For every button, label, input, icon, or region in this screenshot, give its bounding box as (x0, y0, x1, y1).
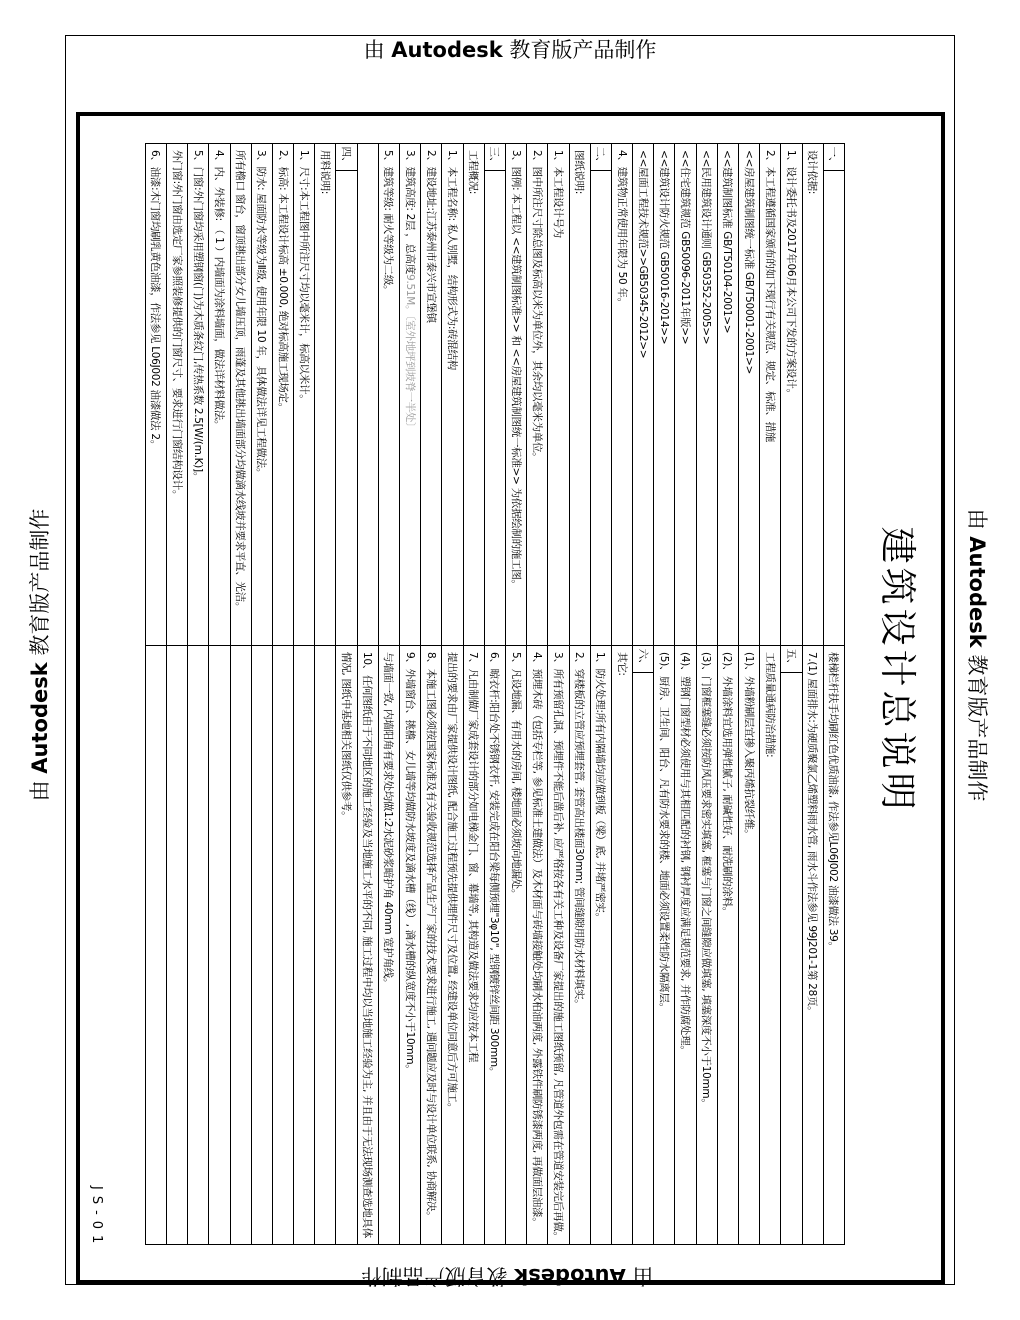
note-half-right (633, 646, 653, 1244)
note-half-right (252, 646, 272, 1244)
section-number-cell: 五、 (781, 646, 801, 673)
note-row (823, 144, 844, 1244)
note-row (357, 144, 378, 1244)
watermark-suffix: 教育版产品制作 (502, 38, 657, 62)
note-half-right (273, 646, 293, 1244)
note-half-right (400, 646, 420, 1244)
note-line: 楼梯栏杆扶手均刷红色优质油漆, 作法参见L06J002 油漆做法 39。 (827, 652, 840, 952)
note-half-right (442, 646, 462, 1244)
note-row (146, 144, 166, 1244)
note-half-left (358, 144, 378, 646)
note-half-left (739, 144, 759, 646)
note-line: <<民用建筑设计通则 GB50352-2005>> (700, 150, 713, 345)
note-line: 1、设计委托书及2017年06月本公司下发的方案设计。 (785, 150, 798, 399)
note-half-left (527, 144, 547, 646)
note-line: 2、本工程遵循国家颁布的如下现行有关规范、规定、标准、措施 (763, 150, 776, 442)
note-half-left (231, 144, 251, 646)
note-row (802, 144, 823, 1244)
note-half-left (188, 144, 208, 646)
note-line: 3、防水: 屋面防水等级为Ⅱ级, 使用年限 10 年，具体做法详见工程做法。 (255, 150, 268, 479)
note-row (717, 144, 738, 1244)
note-row (230, 144, 251, 1244)
watermark-brand: Autodesk (514, 1264, 626, 1288)
watermark-right (963, 509, 993, 802)
note-line: 2、穿楼板的立管应预埋套管, 套管高出楼面30mm; 管间缝隙用防水材料填实。 (573, 652, 586, 1010)
note-line: 2、图中所注尺寸除总图及标高以米为单位外，其余均以毫米为单位。 (530, 150, 543, 463)
note-line: 工程概况: (467, 150, 480, 195)
note-half-right (294, 646, 314, 1244)
note-line: 4、内、外装修: （ 1 ）内墙面为涂料墙面，做法详材料做法。 (212, 150, 225, 431)
section-number-cell: 六、 (633, 646, 653, 673)
note-row (653, 144, 674, 1244)
note-line: 3、图例: 本工程以 <<建筑制图标准>> 和 <<房屋建筑制图统一标准>> 为依据绘制的施工图。 (509, 150, 522, 590)
note-half-right (824, 646, 844, 1244)
note-half-left (697, 144, 717, 646)
note-line: 5、凡设地漏、有用水的房间, 楼地面必须坡向地漏处。 (509, 652, 522, 900)
note-line: 5、建筑等级: 耐火等级为二级。 (382, 150, 395, 296)
watermark-prefix: 由 (965, 508, 989, 537)
note-line: (2)、外墙涂料宜选用弹性腻子, 耐碱性好、耐洗刷的涂料。 (721, 652, 734, 917)
note-half-right (485, 646, 505, 1244)
note-half-right (188, 646, 208, 1244)
note-line: 设计依据: (806, 150, 819, 195)
note-half-left (548, 144, 568, 646)
note-half-right (781, 646, 801, 1244)
note-half-right (464, 646, 484, 1244)
note-half-left (654, 144, 674, 646)
note-half-left (146, 144, 166, 646)
note-half-left (718, 144, 738, 646)
note-row (484, 144, 505, 1244)
note-half-left (612, 144, 632, 646)
section-number-cell: 四、 (337, 144, 357, 171)
watermark-brand: Autodesk (965, 536, 989, 648)
note-line-gray-part: 9.51M。〔室外地坪到坡脊一半处〕 (403, 274, 416, 433)
note-line: 3、建筑高度: 2层 ，总高度9.51M。〔室外地坪到坡脊一半处〕 (403, 150, 416, 433)
note-half-left (273, 144, 293, 646)
note-line: <<建筑设计防火规范 GB50016-2014>> (657, 150, 670, 345)
note-half-left (570, 144, 590, 646)
note-row (696, 144, 717, 1244)
drawing-title: 建筑设计总说明 (876, 526, 919, 814)
note-line: (3)、门窗框塞缝必须按防风压要求密实填塞, 框塞与门窗之间缝隙应做填塞, 填塞深度不小于10mm。 (700, 652, 713, 1109)
note-half-right (612, 646, 632, 1244)
note-line: 与墙面一致, 内墙阳角有要求处均做1:2水泥砂浆暗护角 40mm 宽护角线。 (382, 652, 395, 989)
note-half-left (400, 144, 420, 646)
note-line: 4、建筑物正常使用年限为 50 年。 (615, 150, 628, 308)
note-line: 图纸说明: (573, 150, 586, 195)
note-half-left (464, 144, 484, 646)
note-half-left (760, 144, 780, 646)
watermark-prefix: 由 (28, 773, 52, 802)
watermark-suffix: 教育版产品制作 (360, 1264, 515, 1288)
note-half-left (209, 144, 229, 646)
note-row (187, 144, 208, 1244)
note-half-right (654, 646, 674, 1244)
note-line: <<住宅建筑规范 GB50096-2011年版>> (679, 150, 692, 345)
note-row (759, 144, 780, 1244)
note-half-left (824, 144, 844, 646)
watermark-brand: Autodesk (391, 38, 503, 62)
note-line: 1、本工程设计号为 (551, 150, 564, 238)
note-row (526, 144, 547, 1244)
note-row (675, 144, 696, 1244)
note-half-right (146, 646, 166, 1244)
note-line: 所有檐口 窗台，窗顶挑出部分女儿墙压顶，雨蓬及其他挑出墙面部分均做滴水线坡并要求平直、光洁。 (234, 150, 247, 613)
watermark-prefix: 由 (363, 38, 392, 62)
note-half-right (697, 646, 717, 1244)
note-line: (4)、塑钢门窗型材必须使用与其相匹配的衬钢, 钢衬厚度应满足规范要求, 并作防腐处理。 (679, 652, 692, 1056)
note-row (314, 144, 335, 1244)
note-line: (1)、外墙粉刷层宜掺入聚丙烯抗裂纤维。 (742, 652, 755, 840)
note-row (293, 144, 314, 1244)
note-line: 10、任何图纸由于不同地区的施工经验及当地施工水平的不同, 施工过程中均以当地施工经验为主, 并且由于无法现场测查选地具体 (361, 652, 374, 1238)
note-half-right (803, 646, 823, 1244)
note-half-right (739, 646, 759, 1244)
note-row (780, 144, 801, 1244)
note-line: 2、建设地址:江苏泰州市泰兴市宣堡镇 (424, 150, 437, 323)
note-line: 6、油漆:木门窗均刷乳黄色油漆，作法参见 L06J002 油漆做法 2。 (149, 150, 162, 450)
note-half-left (252, 144, 272, 646)
note-line: 工程质量通病防治措施: (763, 652, 776, 758)
note-row (505, 144, 526, 1244)
note-half-right (337, 646, 357, 1244)
note-half-left (781, 144, 801, 646)
note-line: 4、预埋木砖（包括专栏等, 参见标准土建做法）及木材面与砖墙接触处均刷水柏油两度, 外露铁件刷防锈漆两度, 再做面层油漆。 (530, 652, 543, 1228)
watermark-suffix: 教育版产品制作 (28, 508, 52, 663)
note-half-right (209, 646, 229, 1244)
sheet-number: JS-01 (89, 1186, 104, 1250)
note-half-left (315, 144, 335, 646)
watermark-left (24, 509, 54, 802)
note-row (738, 144, 759, 1244)
section-number-cell: 一、 (824, 144, 844, 171)
note-half-left (676, 144, 696, 646)
note-line: 3、所有预留孔洞、预埋件不能后凿后补, 应严格按各有关工种及设备厂家提出的施工图纸预留, 凡管道外包需在管道安装完后再做。 (551, 652, 564, 1242)
note-row (441, 144, 462, 1244)
note-row (272, 144, 293, 1244)
note-line: 2、标高: 本工程设计标高 ±0.000, 绝对标高施工现场定。 (276, 150, 289, 413)
note-half-left (442, 144, 462, 646)
note-line: (5)、厨房、卫生间、阳台、凡有防水要求的楼、地面必须设置柔性防水隔离层。 (657, 652, 670, 1013)
note-line: 提出的要求由厂家提供设计图纸, 配合施工过程预先提供埋件尺寸及位置, 经建设单位同意后方可施工。 (446, 652, 459, 1113)
note-line: 7、凡由制做厂家成套设计的部分如电梯金门、窗、幕墙等, 其构造及做法要求均应按本工程 (467, 652, 480, 1063)
note-half-right (167, 646, 187, 1244)
note-row (208, 144, 229, 1244)
note-row (420, 144, 441, 1244)
note-half-left (485, 144, 505, 646)
note-half-right (379, 646, 399, 1244)
note-row (378, 144, 399, 1244)
note-row (463, 144, 484, 1244)
note-half-right (315, 646, 335, 1244)
note-line: <<屋面工程技术规范>>GB50345-2012>> (636, 150, 649, 359)
section-number-cell: 三、 (485, 144, 505, 171)
note-line: 外门窗:外门窗由选定厂家参照装修提供的门窗尺寸、要求进行门窗结构设计。 (170, 150, 183, 501)
note-half-right (527, 646, 547, 1244)
watermark-top (364, 34, 657, 64)
note-line: 9、外墙窗台、挑檐、女儿墙等均做防水坡度及滴水槽（线）, 滴水槽的纵宽度不小于10mm。 (403, 652, 416, 1075)
note-half-right (421, 646, 441, 1244)
note-row (611, 144, 632, 1244)
note-half-left (803, 144, 823, 646)
note-line: 1、防火处理:所有内隔墙均应做到板（梁）底, 并堵严密实。 (594, 652, 607, 923)
watermark-prefix: 由 (625, 1264, 654, 1288)
note-line: 1、尺寸:本工程图中所注尺寸均以毫米计，标高以米计。 (297, 150, 310, 405)
note-row (632, 144, 653, 1244)
watermark-bottom (361, 1262, 654, 1292)
note-half-right (548, 646, 568, 1244)
note-row (399, 144, 420, 1244)
note-line: 6、晾衣杆:阳台处不锈钢衣杆, 安装完成在阳台梁每侧预埋"3φ10", 型钢镀锌丝间距 300mm。 (488, 652, 501, 1078)
note-half-left (379, 144, 399, 646)
note-half-right (676, 646, 696, 1244)
note-row (251, 144, 272, 1244)
note-half-left (294, 144, 314, 646)
note-half-left (337, 144, 357, 646)
note-half-right (506, 646, 526, 1244)
note-row (569, 144, 590, 1244)
note-half-left (591, 144, 611, 646)
note-line: 情况, 图纸中基地相关图纸仅供参考。 (340, 652, 353, 822)
note-half-right (231, 646, 251, 1244)
note-line: 其它: (615, 652, 628, 676)
note-line: 1、本工程名称: 私人别墅，结构形式为:砖混结构 (446, 150, 459, 370)
note-half-right (591, 646, 611, 1244)
note-half-left (633, 144, 653, 646)
note-half-right (760, 646, 780, 1244)
note-line: 用料说明: (318, 150, 331, 195)
watermark-brand: Autodesk (28, 662, 52, 774)
note-line: <<房屋建筑制图统一标准 GB/T50001-2001>> (742, 150, 755, 375)
note-half-left (421, 144, 441, 646)
section-number-cell: 二、 (591, 144, 611, 171)
note-half-right (358, 646, 378, 1244)
note-half-left (167, 144, 187, 646)
note-half-left (506, 144, 526, 646)
note-row (590, 144, 611, 1244)
watermark-suffix: 教育版产品制作 (965, 647, 989, 802)
note-half-right (570, 646, 590, 1244)
note-line: 7.(1) 屋面排水:为硬质聚氯乙烯塑料雨水管, 雨水斗作法参见 99J201-1第 28页。 (806, 652, 819, 1017)
note-half-right (718, 646, 738, 1244)
note-line: 5、门窗:外门窗均采用塑钢窗(门)为木质条纹门,传热系数 2.5[W/(m.K)]。 (191, 150, 204, 482)
general-notes-table (145, 143, 845, 1245)
note-row (336, 144, 357, 1244)
note-line: <<建筑制图标准 GB/T50104-2001>> (721, 150, 734, 334)
note-row (166, 144, 187, 1244)
note-row (547, 144, 568, 1244)
note-line: 8、本施工图必须按国家标准及有关验收规范选择产品生产厂家的技术要求进行施工, 遇问题应及时与设计单位联系, 协商解决。 (424, 652, 437, 1222)
